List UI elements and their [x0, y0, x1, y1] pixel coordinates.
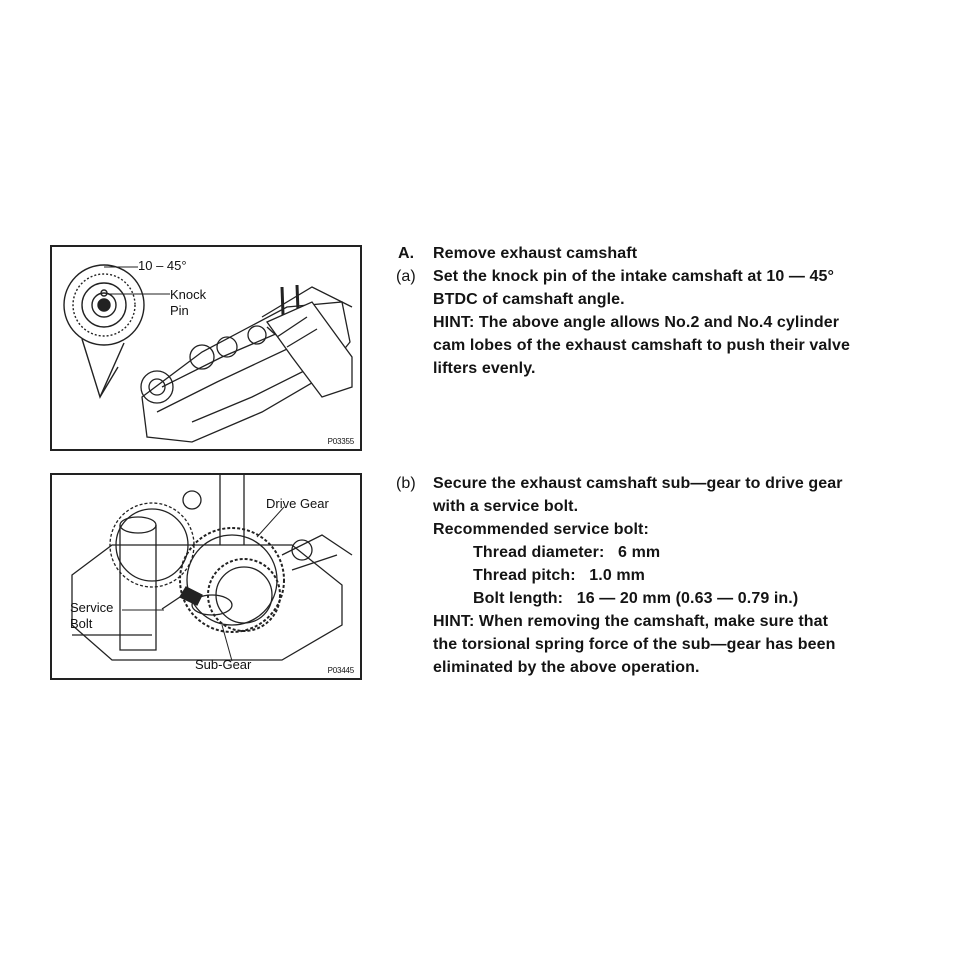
sub-b-marker: (b) [396, 475, 416, 492]
drive-gear-label: Drive Gear [266, 496, 329, 511]
sub-b-line1: Secure the exhaust camshaft sub—gear to drive gear [433, 475, 843, 492]
step-a-marker: A. [398, 245, 415, 262]
sub-a-line1: Set the knock pin of the intake camshaft at 10 — 45° [433, 268, 835, 285]
pin-label: Pin [170, 303, 189, 318]
sub-b-thread-diameter: Thread diameter: 6 mm [473, 544, 661, 561]
sub-b-hint-line2: the torsional spring force of the sub—gear has been [433, 636, 836, 653]
service-label: Service [70, 600, 114, 615]
sub-a-marker: (a) [396, 268, 416, 285]
sub-b-hint-line3: eliminated by the above operation. [433, 659, 700, 676]
sub-b-bolt-length: Bolt length: 16 — 20 mm (0.63 — 0.79 in.) [473, 590, 799, 607]
sub-a-hint-line3: lifters evenly. [433, 360, 536, 377]
figure-a-code: P03355 [327, 437, 354, 446]
sub-gear-label: Sub-Gear [195, 657, 252, 672]
sub-b-thread-pitch: Thread pitch: 1.0 mm [473, 567, 646, 584]
figure-b-code: P03445 [327, 666, 354, 675]
sub-a-line2: BTDC of camshaft angle. [433, 291, 625, 308]
bolt-label: Bolt [70, 616, 93, 631]
sub-a-hint-line2: cam lobes of the exhaust camshaft to push their valve [433, 337, 850, 354]
sub-a-hint-line1: HINT: The above angle allows No.2 and No.4 cylinder [433, 314, 840, 331]
sub-b-recommended: Recommended service bolt: [433, 521, 649, 538]
sub-b-line2: with a service bolt. [433, 498, 579, 515]
angle-label: 10 – 45° [138, 258, 187, 273]
step-a-heading: Remove exhaust camshaft [433, 245, 638, 262]
sub-b-hint-line1: HINT: When removing the camshaft, make sure that [433, 613, 829, 630]
knock-label: Knock [170, 287, 207, 302]
